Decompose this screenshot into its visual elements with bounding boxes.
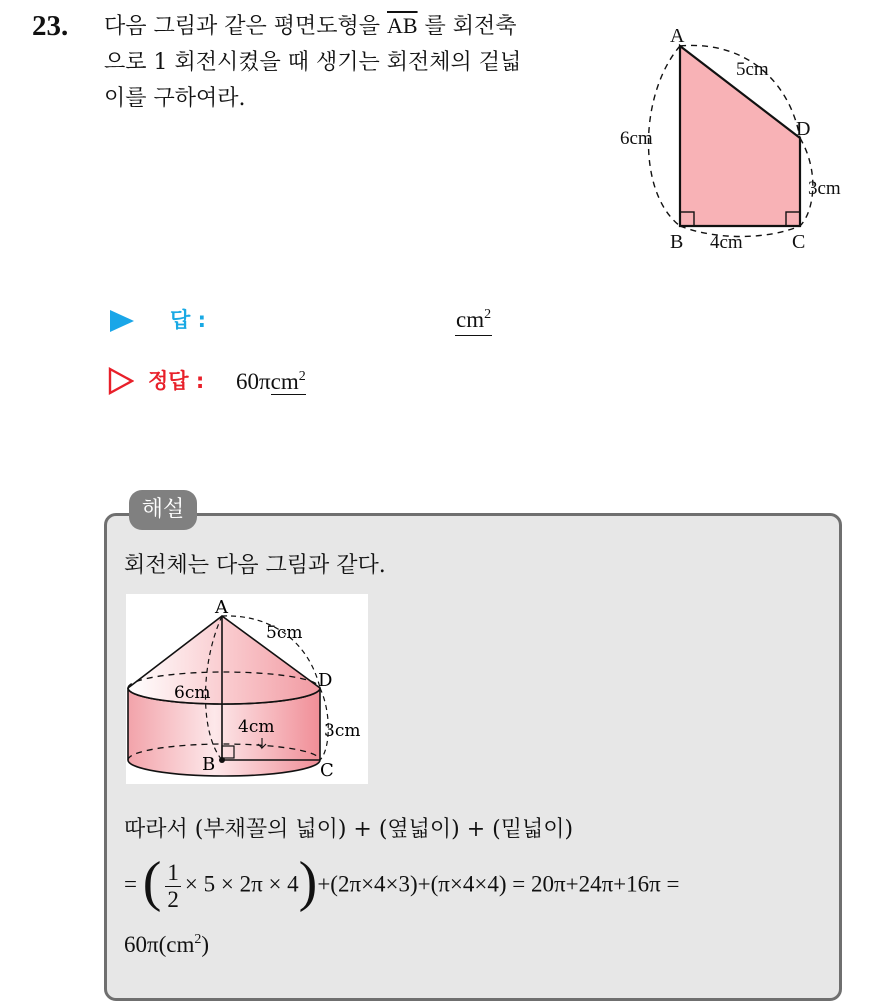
question-line-3: 이를 구하여라. bbox=[104, 86, 246, 111]
label-c: C bbox=[320, 760, 334, 781]
question-line-1 bbox=[104, 8, 604, 45]
label-b: B bbox=[670, 231, 684, 253]
segment-ab: $\overline{AB}$ bbox=[387, 13, 418, 38]
answer-row bbox=[110, 302, 530, 338]
solution-value-number: 60π bbox=[236, 369, 271, 394]
answer-unit-exp: 2 bbox=[484, 307, 492, 322]
question-line-1-pre: 다음 그림과 같은 평면도형을 bbox=[104, 14, 387, 39]
solution-row bbox=[108, 364, 528, 400]
equation-row bbox=[124, 851, 680, 922]
question-line-2: 으로 1 회전시켰을 때 생기는 회전체의 겉넓 bbox=[104, 50, 522, 75]
eq-frac-den: 2 bbox=[167, 886, 179, 912]
eq-equals: = bbox=[124, 871, 137, 897]
question-line-1-post: 를 회전축 bbox=[417, 14, 517, 39]
length-radius: 4cm bbox=[238, 717, 275, 737]
solution-unit-text: cm bbox=[270, 369, 299, 394]
label-a: A bbox=[670, 25, 685, 47]
answer-label: 답 : bbox=[170, 308, 206, 332]
answer-unit bbox=[455, 300, 492, 336]
label-b: B bbox=[202, 754, 216, 775]
eq-right-paren: ) bbox=[298, 851, 318, 913]
answer-arrow-icon bbox=[110, 310, 134, 332]
label-a: A bbox=[215, 597, 228, 618]
arc-left bbox=[648, 46, 680, 226]
point-b bbox=[219, 757, 225, 763]
length-ad: 5cm bbox=[736, 59, 769, 80]
solution-unit bbox=[271, 369, 306, 395]
solution-arrow-icon bbox=[108, 367, 134, 395]
explanation-line-2: 따라서 (부채꼴의 넓이) + (옆넓이) + (밑넓이) bbox=[124, 817, 574, 842]
label-d: D bbox=[318, 670, 333, 691]
eq-rest: +(2π×4×3)+(π×4×4) = 20π+24π+16π = bbox=[317, 871, 680, 897]
length-ab: 6cm bbox=[174, 683, 211, 703]
length-ad: 5cm bbox=[266, 623, 303, 643]
equation-final bbox=[124, 932, 209, 958]
question-text bbox=[104, 8, 604, 117]
answer-unit-text: cm bbox=[456, 307, 485, 332]
eq-left-paren: ( bbox=[142, 851, 162, 913]
plane-figure bbox=[606, 22, 856, 256]
length-bc: 4cm bbox=[710, 232, 743, 253]
eq-final-close: ) bbox=[201, 932, 210, 957]
solution-unit-exp: 2 bbox=[298, 369, 306, 384]
solid-figure bbox=[126, 594, 368, 784]
length-dc: 3cm bbox=[808, 178, 841, 199]
length-ab: 6cm bbox=[620, 128, 653, 149]
eq-inner: × 5 × 2π × 4 bbox=[184, 871, 299, 897]
label-c: C bbox=[792, 231, 806, 253]
eq-final-text: 60π(cm bbox=[124, 932, 195, 957]
solution-label: 정답 : bbox=[148, 369, 205, 393]
eq-final-exp: 2 bbox=[194, 932, 202, 947]
explanation-line-1: 회전체는 다음 그림과 같다. bbox=[124, 553, 386, 578]
eq-fraction bbox=[165, 860, 181, 913]
explanation-tab: 해설 bbox=[129, 490, 197, 530]
solution-value bbox=[236, 362, 306, 397]
label-d: D bbox=[796, 118, 811, 140]
length-dc: 3cm bbox=[324, 721, 361, 741]
question-number: 23. bbox=[32, 10, 69, 42]
eq-frac-num: 1 bbox=[167, 859, 179, 885]
